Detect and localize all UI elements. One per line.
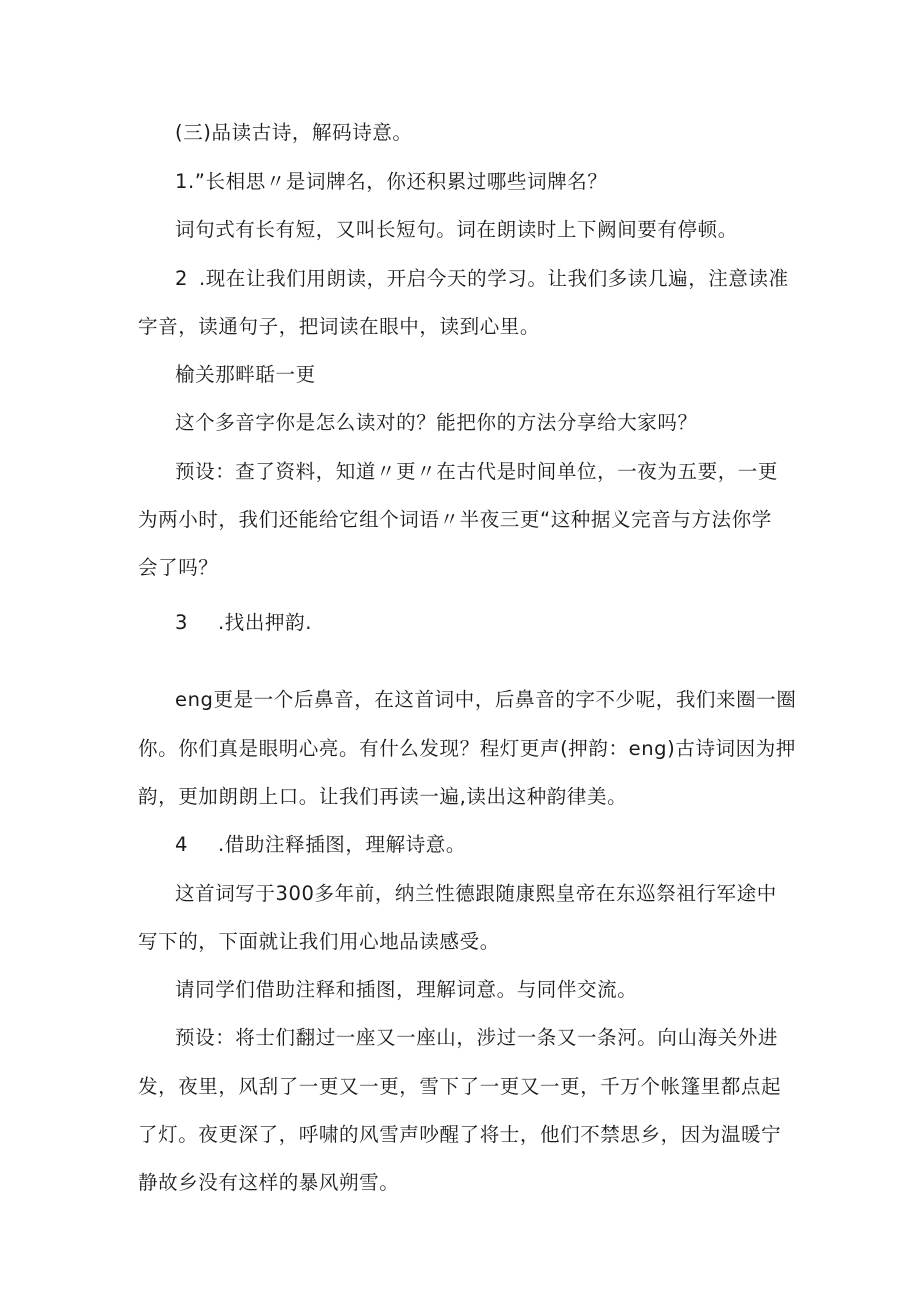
paragraph-line: 词句式有长有短，又叫长短句。词在朗读时上下阙间要有停顿。 [175, 218, 738, 241]
paragraph-line: 字音，读通句子，把词读在眼中，读到心里。 [138, 315, 541, 338]
paragraph-line: 为两小时，我们还能给它组个词语〃半夜三更“这种据义完音与方法你学 [138, 508, 772, 531]
item-2-text: .现在让我们用朗读，开启今天的学习。让我们多读几遍，注意读准 [199, 267, 789, 290]
item-4-number: 4 [175, 833, 189, 856]
preset-answer-line: 预设：将士们翻过一座又一座山，涉过一条又一条河。向山海关外进 [175, 1026, 779, 1049]
section-heading: (三)品读古诗，解码诗意。 [175, 121, 413, 144]
paragraph-line: 写下的，下面就让我们用心地品读感受。 [138, 930, 500, 953]
item-2-number: 2 [175, 267, 189, 290]
paragraph-line: 这个多音字你是怎么读对的？能把你的方法分享给大家吗？ [175, 411, 698, 434]
paragraph-line: 韵，更加朗朗上口。让我们再读一遍,读出这种韵律美。 [138, 785, 628, 808]
preset-answer-line: 预设：查了资料，知道〃更〃在古代是时间单位，一夜为五要，一更 [175, 460, 779, 483]
paragraph-line: 请同学们借助注释和插图，理解词意。与同伴交流。 [175, 978, 638, 1001]
paragraph-line: 静故乡没有这样的暴风朔雪。 [138, 1171, 400, 1194]
item-3-number: 3 [175, 611, 189, 634]
paragraph-line: 了灯。夜更深了，呼啸的风雪声吵醒了将士，他们不禁思乡，因为温暖宁 [138, 1123, 782, 1146]
paragraph-line: 这首词写于300多年前，纳兰性德跟随康熙皇帝在东巡祭祖行军途中 [175, 882, 777, 905]
item-4-text: .借助注释插图，理解诗意。 [218, 833, 466, 856]
item-3-text: .找出押韵. [218, 611, 312, 634]
paragraph-line: 发，夜里，风刮了一更又一更，雪下了一更又一更，千万个帐篷里都点起 [138, 1075, 782, 1098]
paragraph-line: eng更是一个后鼻音，在这首词中，后鼻音的字不少呢，我们来圈一圈 [175, 688, 797, 711]
paragraph-line: 会了吗？ [138, 556, 219, 579]
paragraph-line: 你。你们真是眼明心亮。有什么发现？程灯更声(押韵：eng)古诗词因为押 [138, 737, 796, 760]
item-1-question: 1.”长相思〃是词牌名，你还积累过哪些词牌名？ [175, 170, 608, 193]
poem-line: 榆关那畔聒一更 [175, 363, 316, 386]
